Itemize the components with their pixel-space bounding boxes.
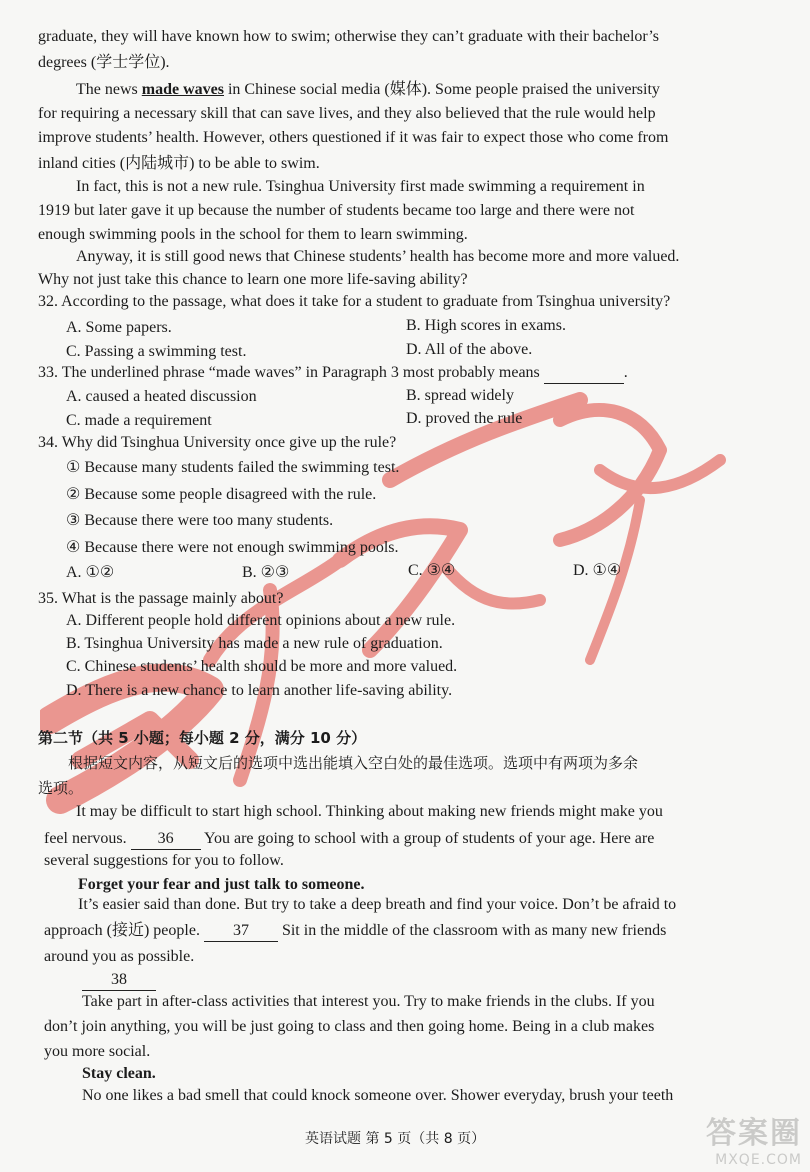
passage-line: Why not just take this chance to learn one more life-saving ability? [38, 271, 468, 288]
q34-statement: ② Because some people disagreed with the rule. [66, 486, 377, 503]
blank-38: 38 [82, 970, 156, 991]
section-instruction: 选项。 [38, 779, 84, 797]
q35-option-b: B. Tsinghua University has made a new rule of graduation. [66, 635, 443, 652]
passage-line: for requiring a necessary skill that can save lives, and they also believed that the rule would help [38, 105, 656, 122]
question-text: . [623, 364, 628, 381]
passage-line: enough swimming pools in the school for them to learn swimming. [38, 226, 468, 243]
passage-line [44, 921, 666, 942]
q34-option-d: D. ①④ [573, 562, 622, 579]
q35-option-d: D. There is a new chance to learn another life-saving ability. [66, 682, 453, 699]
passage-line: several suggestions for you to follow. [44, 852, 284, 869]
q34-option-c: C. ③④ [408, 562, 456, 579]
passage-line [44, 829, 654, 850]
q35-option-c: C. Chinese students’ health should be more and more valued. [66, 658, 458, 675]
q32-option-b: B. High scores in exams. [406, 317, 566, 334]
passage-text: You are going to school with a group of students of your age. Here are [204, 830, 655, 847]
passage-text: approach (接近) people. [44, 922, 200, 939]
passage-line: It’s easier said than done. But try to take a deep breath and find your voice. Don’t be afraid to [78, 896, 677, 913]
passage-line: In fact, this is not a new rule. Tsinghua University first made swimming a requirement in [76, 178, 645, 195]
passage-line: inland cities (内陆城市) to be able to swim. [38, 155, 320, 172]
passage-line: graduate, they will have known how to swim; otherwise they can’t graduate with their bachelor’s [38, 28, 660, 45]
passage-line: No one likes a bad smell that could knock someone over. Shower everyday, brush your teeth [82, 1087, 674, 1104]
question-32-stem: 32. According to the passage, what does it take for a student to graduate from Tsinghua university? [38, 293, 671, 310]
q34-option-a: A. ①② [66, 564, 115, 581]
passage-line: Anyway, it is still good news that Chinese students’ health has become more and more valued. [76, 248, 680, 265]
passage-line: degrees (学士学位). [38, 54, 170, 71]
q34-option-b: B. ②③ [242, 564, 290, 581]
question-text: 33. The underlined phrase “made waves” in Paragraph 3 most probably means [38, 364, 540, 381]
passage-line: around you as possible. [44, 948, 195, 965]
passage-line: It may be difficult to start high school. Thinking about making new friends might make you [76, 803, 663, 820]
q33-option-c: C. made a requirement [66, 412, 212, 429]
blank-36: 36 [131, 829, 201, 850]
site-watermark [706, 1108, 802, 1168]
q32-option-a: A. Some papers. [66, 319, 172, 336]
passage-text: in Chinese social media (媒体). Some people praised the university [223, 81, 660, 98]
q34-statement: ③ Because there were too many students. [66, 512, 334, 529]
blank-37: 37 [204, 921, 278, 942]
question-34-stem: 34. Why did Tsinghua University once give up the rule? [38, 434, 397, 451]
page-footer: 英语试题 第 5 页（共 8 页） [305, 1131, 486, 1147]
q34-statement: ① Because many students failed the swimming test. [66, 459, 400, 476]
subheading: Stay clean. [82, 1065, 156, 1082]
watermark-url: MXQE.COM [715, 1152, 802, 1168]
passage-line: don’t join anything, you will be just going to class and then going home. Being in a club makes [44, 1018, 655, 1035]
q35-option-a: A. Different people hold different opinions about a new rule. [66, 612, 456, 629]
q33-option-b: B. spread widely [406, 387, 514, 404]
question-35-stem: 35. What is the passage mainly about? [38, 590, 284, 607]
section-heading: 第二节（共 5 小题；每小题 2 分，满分 10 分） [38, 729, 367, 747]
underlined-phrase: made waves [141, 81, 224, 98]
blank-38-line [82, 970, 156, 991]
passage-line: 1919 but later gave it up because the number of students became too large and there were not [38, 202, 635, 219]
passage-line [76, 80, 660, 100]
passage-line: Take part in after-class activities that interest you. Try to make friends in the clubs. If you [82, 993, 655, 1010]
subheading: Forget your fear and just talk to someone. [78, 876, 365, 893]
section-instruction: 根据短文内容，从短文后的选项中选出能填入空白处的最佳选项。选项中有两项为多余 [68, 754, 639, 772]
q34-statement: ④ Because there were not enough swimming pools. [66, 539, 399, 556]
watermark-logo: 答案圈 [706, 1116, 802, 1151]
question-33-stem [38, 363, 628, 384]
passage-text: The news [76, 81, 142, 98]
passage-line: you more social. [44, 1043, 151, 1060]
passage-line: improve students’ health. However, others questioned if it was fair to expect those who come from [38, 129, 669, 146]
q33-option-d: D. proved the rule [406, 410, 523, 427]
q32-option-d: D. All of the above. [406, 341, 533, 358]
passage-text: Sit in the middle of the classroom with as many new friends [281, 922, 667, 939]
passage-text: feel nervous. [44, 830, 127, 847]
q32-option-c: C. Passing a swimming test. [66, 343, 247, 360]
q33-option-a: A. caused a heated discussion [66, 388, 257, 405]
answer-blank [544, 363, 624, 384]
